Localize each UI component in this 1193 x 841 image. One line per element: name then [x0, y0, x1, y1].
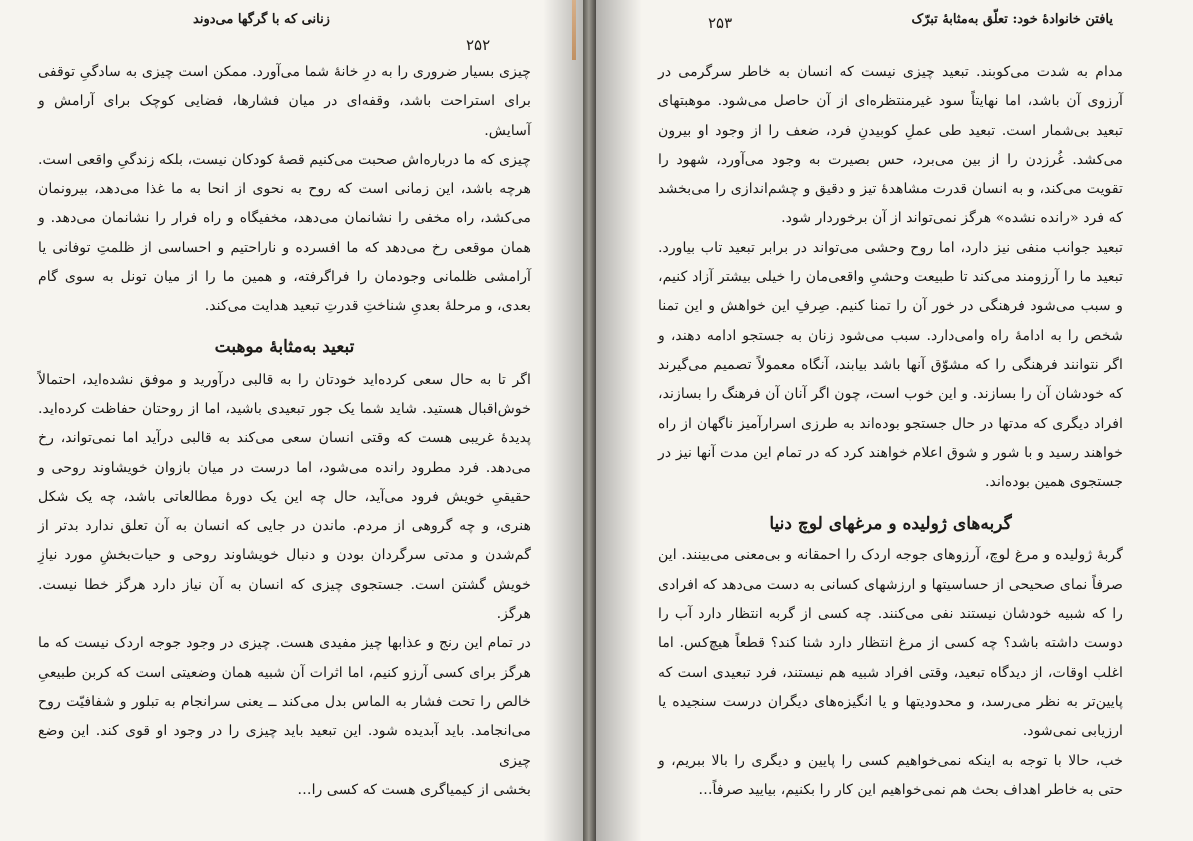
bookmark-ribbon: [572, 0, 576, 60]
book-spine: [583, 0, 596, 841]
page-number: ۲۵۳: [708, 14, 733, 32]
paragraph: چیزی که ما درباره‌اش صحبت می‌کنیم قصهٔ کودکان نیست، بلکه زندگیِ واقعی است. هرچه باشد، این زمانی است که روح به نحوی از انحا به ما غذا می‌دهد، بیرونمان می‌کشد، راه مخفی را نشانمان می‌دهد، مخفیگاه و راه فرار را نشانمان می‌دهد. و همان موقعی رخ می‌دهد که ما افسرده و ناراحتیم و احساسی از ظلمتِ توفانی یا آرامشی ظلمانی وجودمان را فراگرفته، و همین ما را از میان تونل به سوی گام بعدی، و مرحلهٔ بعدیِ شناختِ قدرتِ تبعید هدایت می‌کند.: [38, 151, 531, 315]
page-number: ۲۵۲: [466, 36, 491, 54]
running-title: زنانی که با گرگها می‌دوند: [193, 12, 330, 27]
section-heading: گربه‌های ژولیده و مرغهای لوچ دنیا: [769, 514, 1012, 535]
right-page-header: [658, 0, 1123, 58]
paragraph: گربهٔ ژولیده و مرغ لوچ، آرزوهای جوجه اردک را احمقانه و بی‌معنی می‌بینند. این صرفاً نمای صحیحی از حساسیتها و ارزشهای کسانی به دست می‌دهد که افرادی را که شبیه خودشان نیستند نفی می‌کنند. چه کسی از گربه انتظار دارد آب را دوست داشته باشد؟ چه کسی از مرغ انتظار دارد شنا کند؟ قطعاً هیچ‌کس. اما اغلب اوقات، از دیدگاه تبعید، وقتی افراد شبیه هم نیستند، فرد تبعیدی است که پایین‌تر به نظر می‌رسد، و محدودیتها و یا انگیزه‌های دیگران درست سنجیده یا ارزیابی نمی‌شود.: [658, 547, 1123, 740]
left-page-header: [38, 0, 531, 58]
gutter-shadow: [543, 0, 583, 841]
paragraph: خب، حالا با توجه به اینکه نمی‌خواهیم کسی را پایین و دیگری را بالا ببریم، و حتی به خاطر اهداف بحث هم نمی‌خواهیم این کار را بکنیم، بیایید صرفاً…: [658, 752, 1123, 798]
gutter-shadow: [596, 0, 642, 841]
paragraph: مدام به شدت می‌کوبند. تبعید چیزی نیست که انسان به خاطر سرگرمی در آرزوی آن باشد، اما نهایتاً سود غیرمنتظره‌ای از آن حاصل می‌شود. موهبتهای تبعید بی‌شمار است. تبعید طی عملِ کوبیدنِ فرد، ضعف را از وجود او بیرون می‌کشد. غُرزدن را از بین می‌برد، حس بصیرت به وجود می‌آورد، شهود را تقویت می‌کند، و به انسان قدرت مشاهدهٔ تیز و دقیق و چشم‌اندازی را می‌بخشد که فرد «رانده نشده» هرگز نمی‌تواند از آن برخوردار شود.: [658, 64, 1123, 227]
left-book-page: [0, 0, 583, 841]
paragraph: در تمام این رنج و عذابها چیز مفیدی هست. چیزی در وجود جوجه اردک نیست که ما هرگز برای کسی آرزو کنیم، اما اثرات آن شبیه همان وضعیتی است که کربن طبیعیِ خالص را تحت فشار به الماس بدل می‌کند ــ یعنی سرانجام به تبلور و شفافیّت روح می‌انجامد. باید آبدیده شود. این تبعید باید چیزی را در وجود او قوی کند. این وضع چیزی: [38, 635, 531, 769]
paragraph: بخشی از کیمیاگری هست که کسی را…: [297, 781, 531, 798]
right-page-text: [658, 58, 1123, 805]
running-title: یافتن خانوادهٔ خود: تعلّق به‌مثابهٔ تبرّک: [911, 12, 1113, 27]
paragraph: تبعید جوانب منفی نیز دارد، اما روح وحشی می‌تواند در برابر تبعید تاب بیاورد. تبعید ما را آرزومند می‌کند تا طبیعت وحشیِ واقعی‌مان را خیلی بیشتر آزاد کنیم، و سبب می‌شود فرهنگی در خور آن را تمنا کنیم. صِرفِ این خواهش و این تمنا شخص را به ادامهٔ راه وامی‌دارد. سبب می‌شود زنان به جستجو ادامه دهند، و اگر نتوانند فرهنگی را که مشوّق آنها باشد بیابند، آنگاه معمولاً تصمیم می‌گیرند که خودشان آن را بسازند. و این خوب است، چون اگر آنان آن فرهنگ را بسازند، افراد دیگری که مدتها در حال جستجو بوده‌اند به طرزی اسرارآمیز ناگهان از راه خواهند رسید و با شور و شوق اعلام خواهند کرد که در تمام این مدت آنها نیز در جستجوی همین بوده‌اند.: [658, 239, 1123, 491]
left-page-text: [38, 58, 531, 805]
paragraph: اگر تا به حال سعی کرده‌اید خودتان را به قالبی درآورید و موفق نشده‌اید، احتمالاً خوش‌اقبال هستید. شاید شما یک جور تبعیدی باشید، اما از روحتان حفاظت کرده‌اید. پدیدهٔ غریبی هست که وقتی انسان سعی می‌کند به قالبی درآید اما نمی‌تواند، رخ می‌دهد. فرد مطرود رانده می‌شود، اما درست در میان بازوان خویشاوند روحی و حقیقیِ خویش فرود می‌آید، حال چه این یک دورهٔ مطالعاتی باشد، چه یک شکل هنری، و چه گروهی از مردم. ماندن در جایی که انسان به آن تعلق ندارد بدتر از گم‌شدن و مدتی سرگردان بودن و دنبال خویشاوند روحی و حیات‌بخشِ مورد نیازِ خویش گشتن است. جستجوی چیزی که انسان به آن نیاز دارد هرگز خطا نیست. هرگز.: [38, 371, 531, 623]
section-heading: تبعید به‌مثابهٔ موهبت: [214, 336, 355, 357]
paragraph: چیزی بسیار ضروری را به درِ خانهٔ شما می‌آورد. ممکن است چیزی به سادگیِ توقفی برای استراحت باشد، وقفه‌ای در میان فشارها، فضایی کوچک برای آرامش و آسایش.: [38, 64, 531, 139]
right-book-page: [596, 0, 1193, 841]
